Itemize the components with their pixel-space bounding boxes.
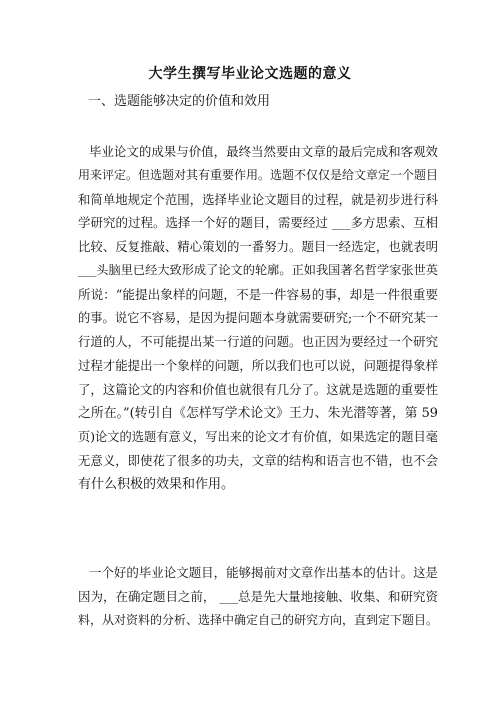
paragraph-line: ___头脑里已经大致形成了论文的轮廓。正如我国著名哲学家张世英 [78,262,438,277]
paragraph-line: 之所在。”(转引自《怎样写学术论文》王力、朱光潜等著，第 59 [78,405,438,421]
paragraph-line: 学研究的过程。选择一个好的题目，需要经过 ___多方思索、互相 [78,215,438,231]
paragraph-line: 和简单地规定个范围，选择毕业论文题目的过程，就是初步进行科 [78,191,438,207]
paragraph-line: 过程才能提出一个象样的问题，所以我们也可以说，问题提得象样 [78,358,438,374]
paragraph-line: 无意义，即使花了很多的功夫，文章的结构和语言也不错，也不会 [78,453,438,469]
paragraph-line: 因为，在确定题目之前， ___总是先大量地接触、收集、和研究资 [78,588,438,604]
section-heading: 一、选题能够决定的价值和效用 [88,94,271,109]
paragraph-line: 了，这篇论文的内容和价值也就很有几分了。这就是选题的重要性 [78,381,438,397]
paragraph-line: 一个好的毕业论文题目，能够揭前对文章作出基本的估计。这是 [89,565,438,580]
paragraph-1 [78,140,438,497]
paragraph-line: 所说：“能提出象样的问题，不是一件容易的事，却是一件很重要 [78,286,438,302]
paragraph-line: 毕业论文的成果与价值，最终当然要由文章的最后完成和客观效 [89,144,438,159]
paragraph-line: 用来评定。但选题对其有重要作用。选题不仅仅是给文章定一个题目 [78,167,438,182]
paragraph-line: 比较、反复推敲、精心策划的一番努力。题目一经选定，也就表明 [78,239,438,255]
paragraph-line: 的事。说它不容易，是因为提问题本身就需要研究;一个不研究某一 [78,310,438,325]
paragraph-line: 有什么积极的效果和作用。 [78,477,235,493]
paragraph-2 [78,561,438,632]
document-title: 大学生撰写毕业论文选题的意义 [148,66,352,82]
paragraph-line: 料，从对资料的分析、选择中确定自己的研究方向，直到定下题目。 [78,612,438,627]
paragraph-line: 页)论文的选题有意义，写出来的论文才有价值，如果选定的题目毫 [78,429,438,444]
paragraph-line: 行道的人，不可能提出某一行道的问题。也正因为要经过一个研究 [78,334,438,350]
